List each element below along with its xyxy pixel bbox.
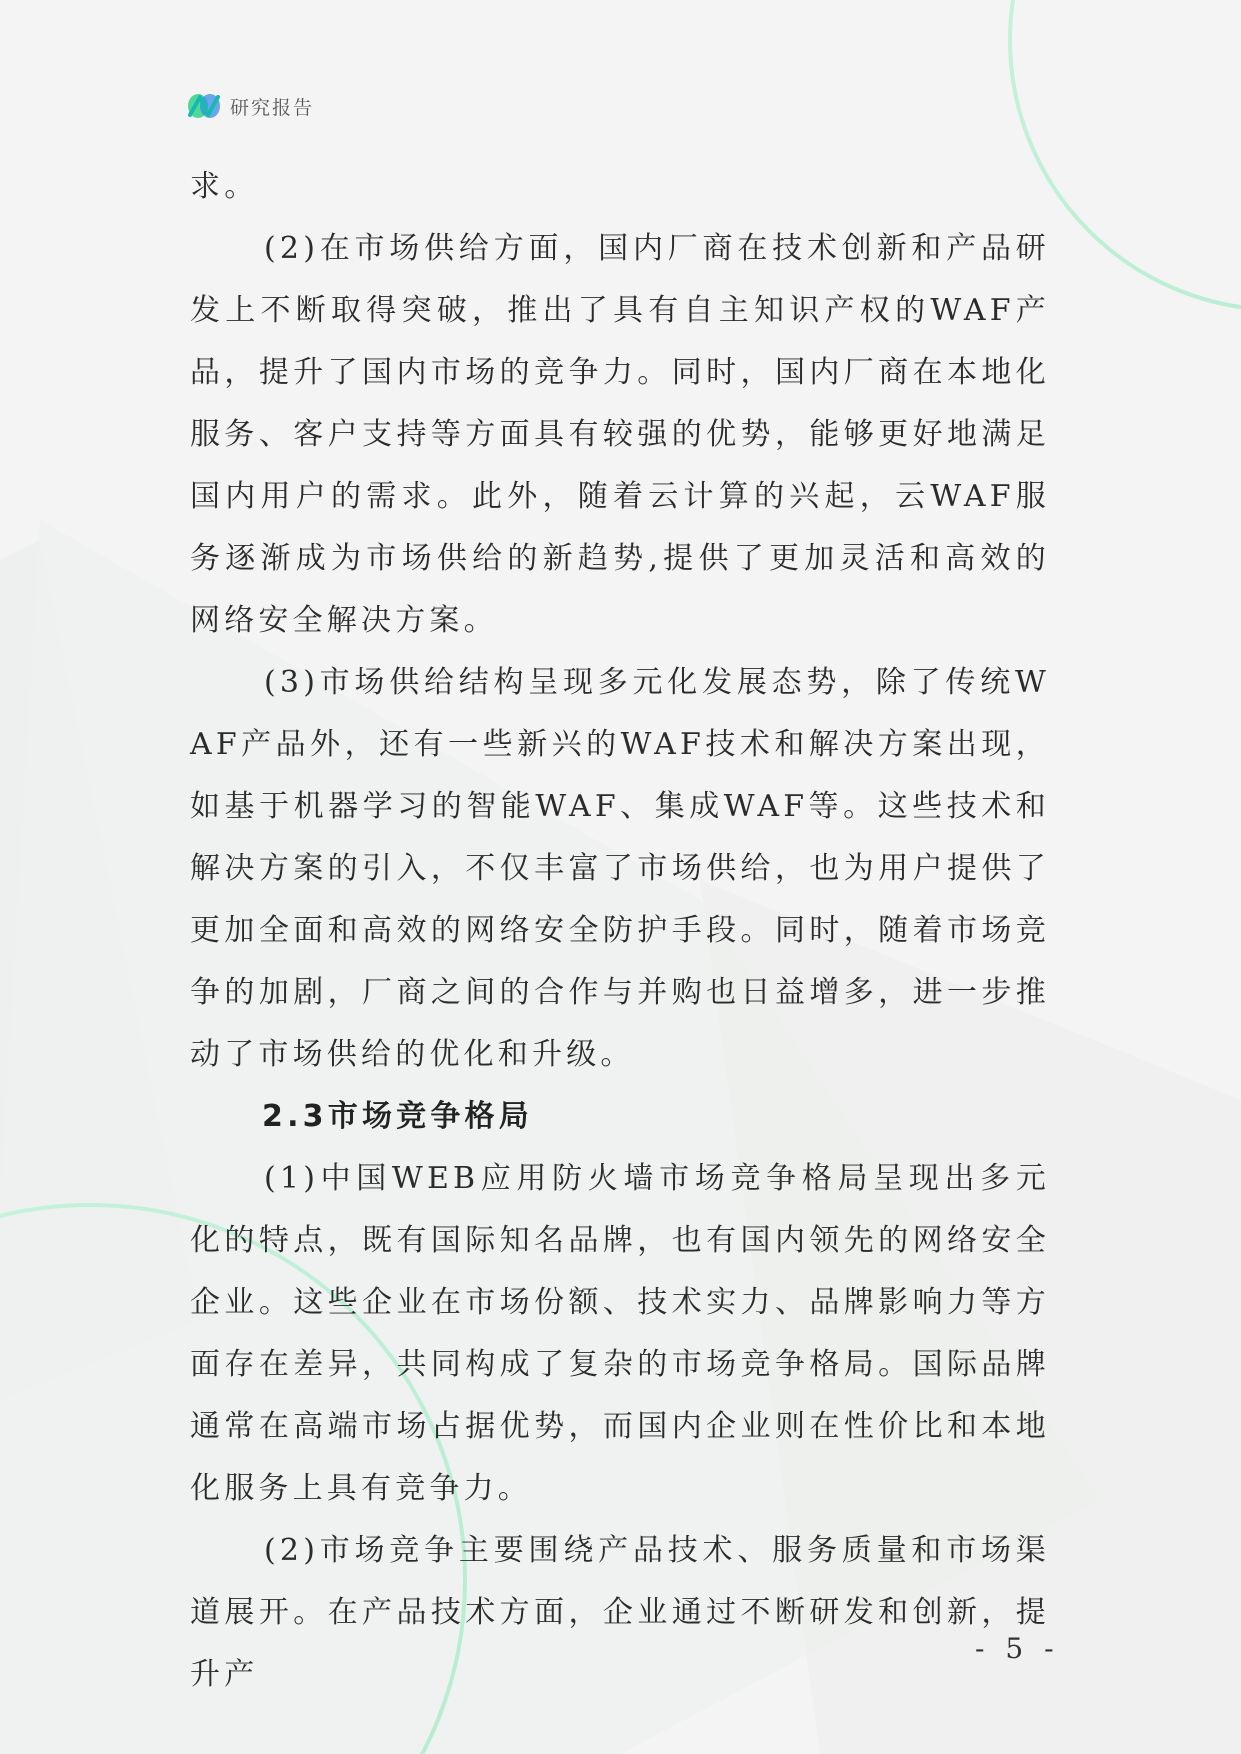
section-heading: 2.3市场竞争格局 (262, 1099, 533, 1134)
paragraph-supply-3: (3)市场供给结构呈现多元化发展态势，除了传统WAF产品外，还有一些新兴的WAF技术和解决方案出现，如基于机器学习的智能WAF、集成WAF等。这些技术和解决方案的引入，不仅丰富了市场供给，也为用户提供了更加全面和高效的网络安全防护手段。同时，随着市场竞争的加剧，厂商之间的合作与并购也日益增多，进一步推动了市场供给的优化和升级。 (190, 665, 1050, 1072)
page-number: - 5 - (975, 1632, 1060, 1665)
paragraph-competition-2: (2)市场竞争主要围绕产品技术、服务质量和市场渠道展开。在产品技术方面，企业通过不断研发和创新，提升产 (190, 1533, 1050, 1692)
paragraph-continuation: 求。 (190, 169, 259, 204)
brand-logo-icon (186, 91, 222, 121)
paragraph-supply-2: (2)在市场供给方面，国内厂商在技术创新和产品研发上不断取得突破，推出了具有自主知识产权的WAF产品，提升了国内市场的竞争力。同时，国内厂商在本地化服务、客户支持等方面具有较强的优势，能够更好地满足国内用户的需求。此外，随着云计算的兴起，云WAF服务逐渐成为市场供给的新趋势,提供了更加灵活和高效的网络安全解决方案。 (190, 231, 1050, 638)
report-header (186, 88, 314, 124)
document-body (190, 156, 1050, 1706)
paragraph-competition-1: (1)中国WEB应用防火墙市场竞争格局呈现出多元化的特点，既有国际知名品牌，也有国内领先的网络安全企业。这些企业在市场份额、技术实力、品牌影响力等方面存在差异，共同构成了复杂的市场竞争格局。国际品牌通常在高端市场占据优势，而国内企业则在性价比和本地化服务上具有竞争力。 (190, 1161, 1050, 1506)
header-title: 研究报告 (230, 96, 315, 119)
